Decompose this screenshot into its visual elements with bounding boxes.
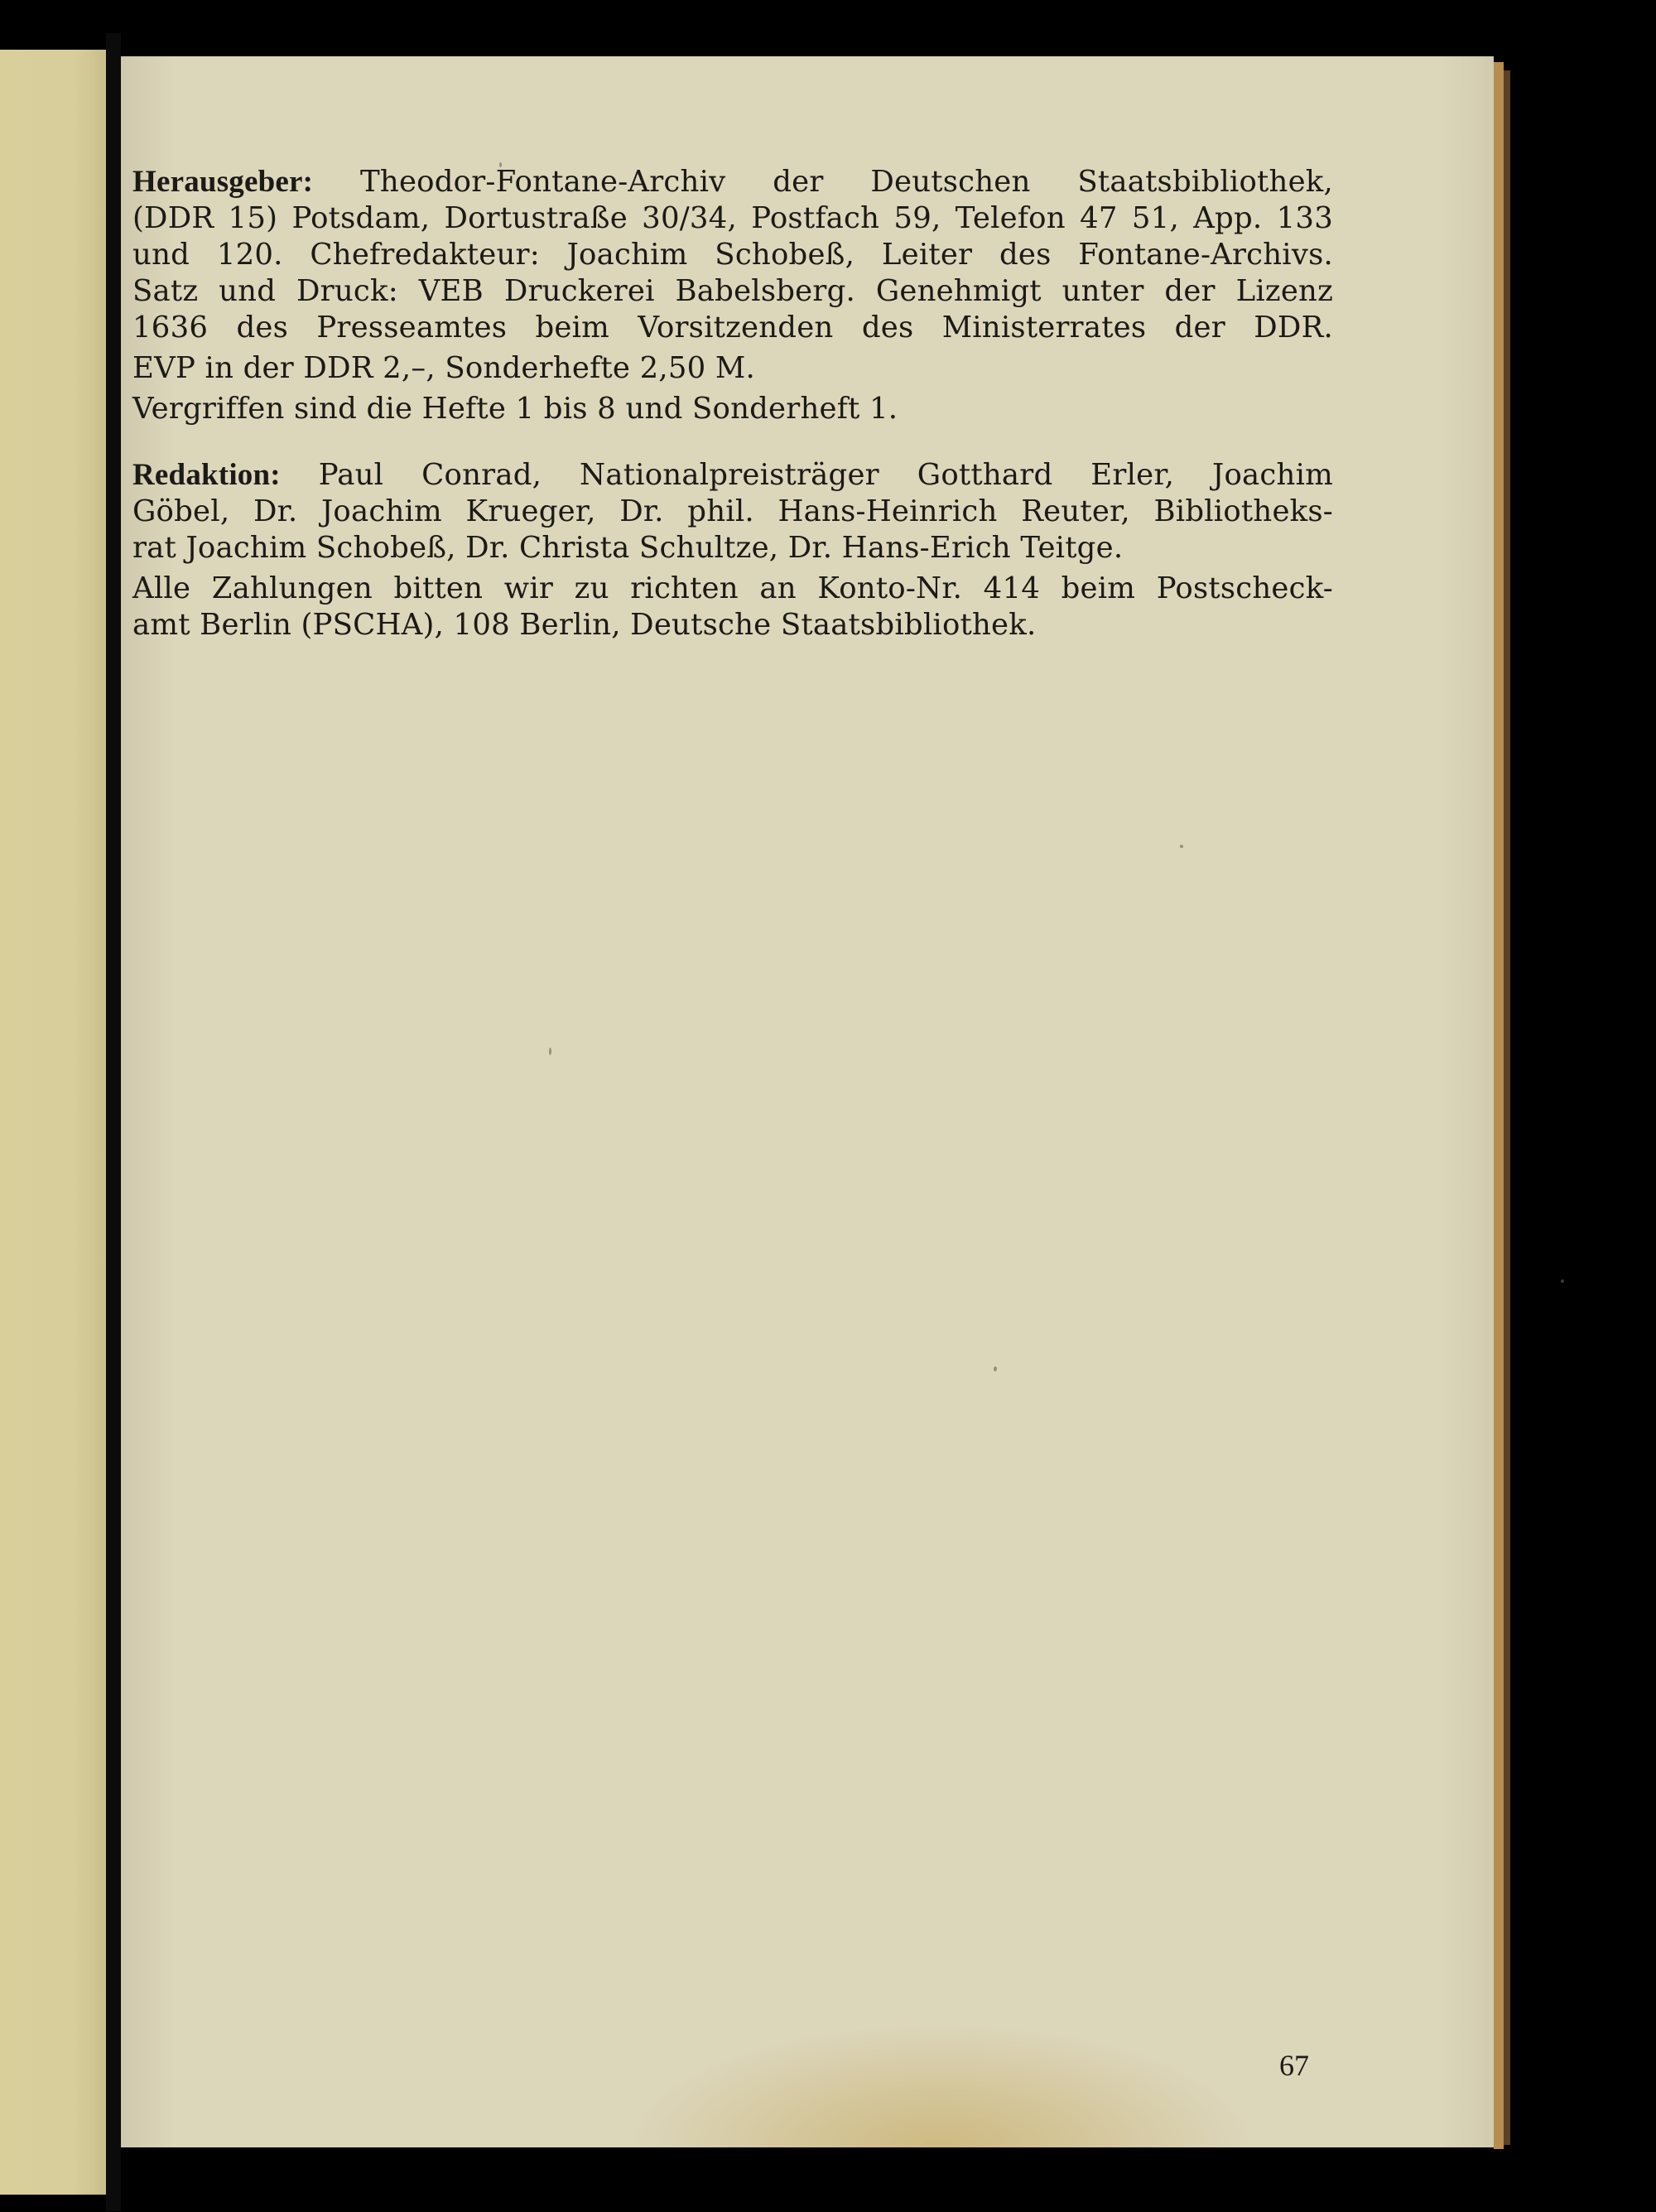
publisher-line-3: und 120. Chefredakteur: Joachim Schobeß, Leiter des Fontane-Archivs.	[132, 238, 1333, 272]
editorial-text: Paul Conrad, Nationalpreisträger Gotthard Erler, Joachim	[318, 458, 1333, 492]
book-gutter	[106, 33, 121, 2211]
cover-edge	[1504, 70, 1510, 2145]
editorial-line-3: rat Joachim Schobeß, Dr. Christa Schultze, Dr. Hans-Erich Teitge.	[132, 531, 1124, 565]
facing-page-edge	[0, 50, 106, 2195]
imprint-text	[132, 164, 1333, 643]
page-edge	[1494, 62, 1504, 2149]
page-number: 67	[1279, 2049, 1309, 2082]
editorial-line-2: Göbel, Dr. Joachim Krueger, Dr. phil. Hans-Heinrich Reuter, Bibliotheks-	[132, 494, 1333, 528]
paper-speck	[549, 1048, 551, 1055]
paper-speck	[1180, 845, 1183, 848]
publisher-heading: Herausgeber:	[132, 165, 314, 199]
paper-speck	[1561, 1279, 1564, 1283]
publisher-line-1	[132, 164, 1333, 200]
editorial-heading: Redaktion:	[132, 458, 281, 492]
publisher-text: Theodor-Fontane-Archiv der Deutschen Staatsbibliothek,	[360, 165, 1333, 199]
publisher-line-2: (DDR 15) Potsdam, Dortustraße 30/34, Postfach 59, Telefon 47 51, App. 133	[132, 201, 1333, 235]
payment-line-2: amt Berlin (PSCHA), 108 Berlin, Deutsche Staatsbibliothek.	[132, 608, 1037, 642]
editorial-line-1	[132, 457, 1333, 494]
out-of-print-note: Vergriffen sind die Hefte 1 bis 8 und Sonderheft 1.	[132, 392, 898, 426]
publisher-line-5: 1636 des Presseamtes beim Vorsitzenden des Ministerrates der DDR.	[132, 311, 1333, 345]
paper-speck	[994, 1366, 997, 1371]
price-line: EVP in der DDR 2,–, Sonderhefte 2,50 M.	[132, 351, 755, 385]
payment-line-1: Alle Zahlungen bitten wir zu richten an Konto-Nr. 414 beim Postscheck-	[132, 571, 1333, 605]
publisher-line-4: Satz und Druck: VEB Druckerei Babelsberg. Genehmigt unter der Lizenz	[132, 274, 1333, 308]
